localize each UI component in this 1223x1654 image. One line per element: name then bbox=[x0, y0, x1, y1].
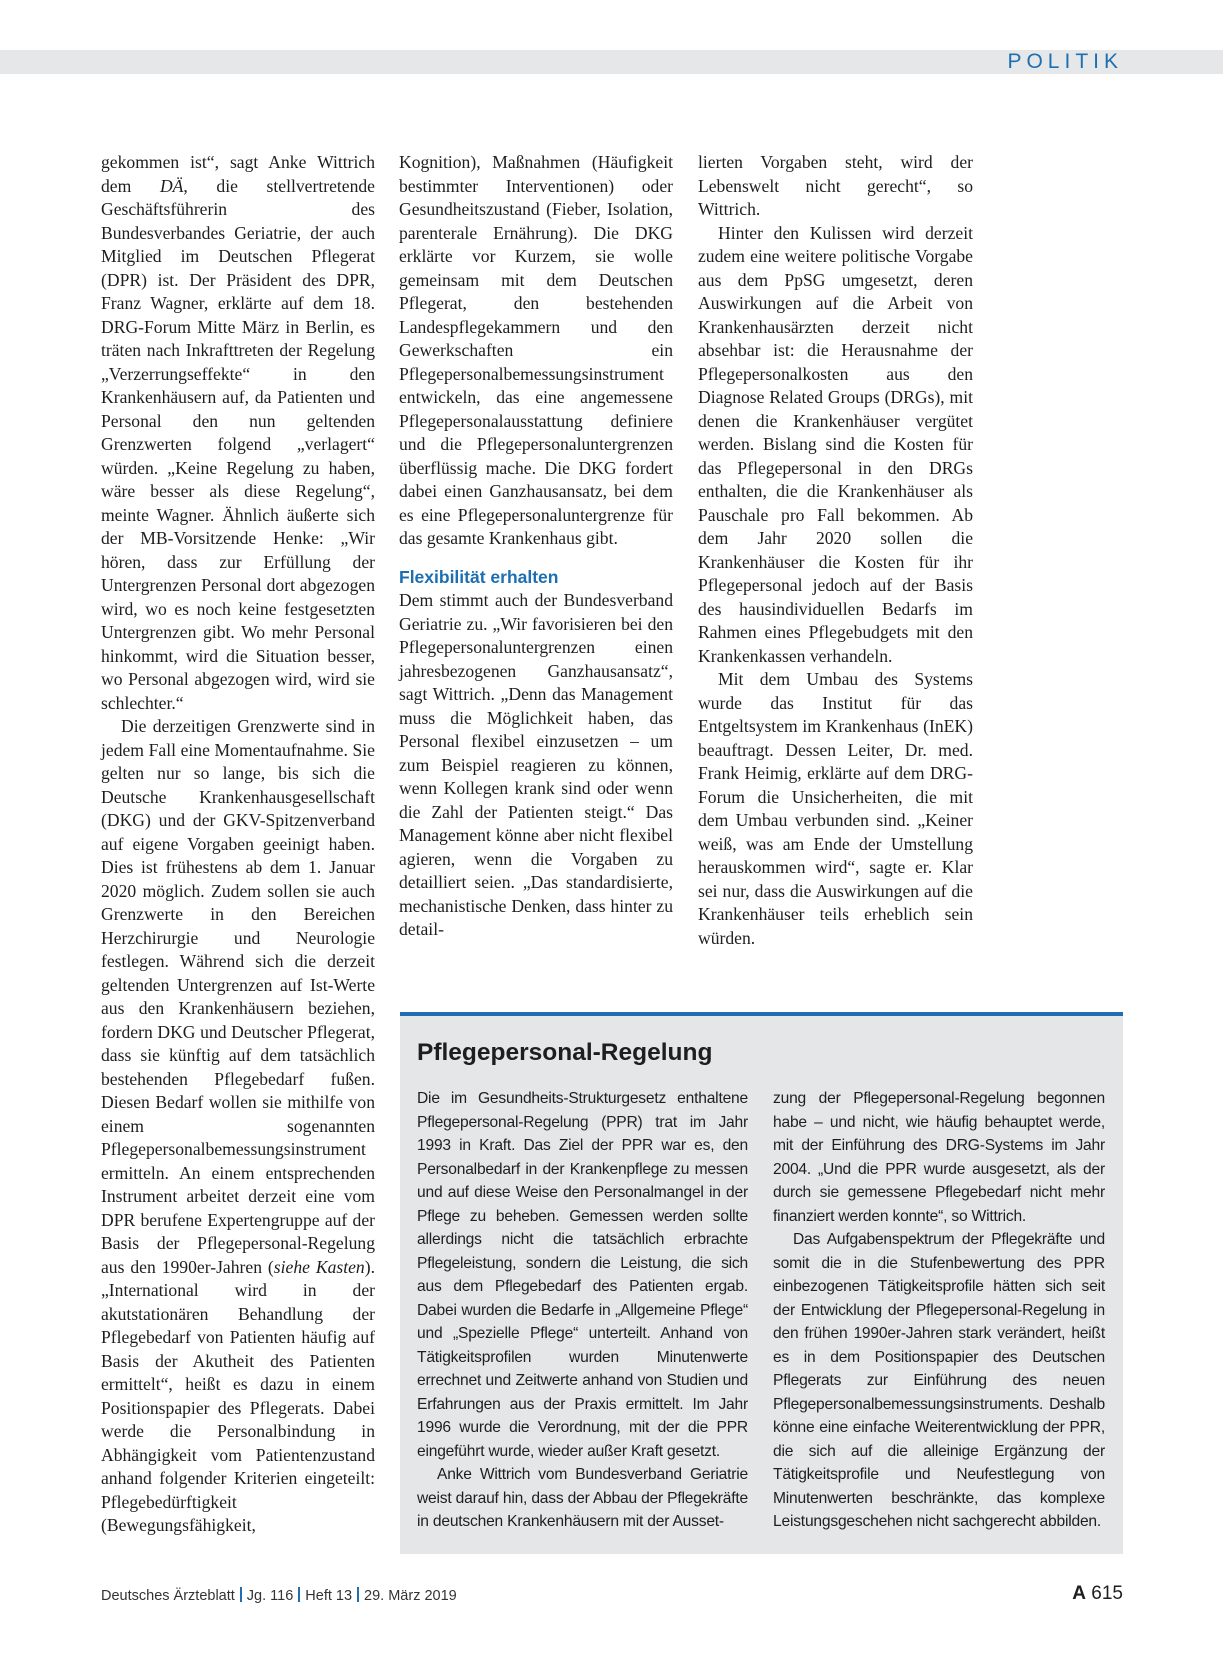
paragraph: Das Aufgabenspektrum der Pflegekräfte und somit die in die Stufenbewertung des PPR einbezogenen Tätigkeitsprofile hätten sich seit der Entwicklung der Pflegepersonal-Regelung in den frühen 1990er-Jahren stark verändert, heißt es in dem Positionspapier des Deutschen Pflegerats zur Einführung des neuen Pflegepersonalbemessungsinstruments. Deshalb könne eine einfache Weiterentwicklung der PPR, die sich auf die alleinige Ergänzung der Tätigkeitsprofile und Neufestlegung von Minutenwerten beschränkte, das komplexe Leistungsgeschehen nicht sachgerecht abbilden. bbox=[773, 1231, 1105, 1530]
journal-name: Deutsches Ärzteblatt bbox=[101, 1588, 235, 1604]
divider bbox=[298, 1587, 300, 1602]
paragraph: Die im Gesundheits-Strukturgesetz enthaltene Pflegepersonal-Regelung (PPR) trat im Jahr 1993 in Kraft. Das Ziel der PPR war es, den Personalbedarf in der Krankenpflege zu messen und auf diese Weise den Personalmangel in der Pflege zu beheben. Gemessen werden sollte allerdings nicht die tatsächlich erbrachte Pflegeleistung, sondern die Leistung, die sich aus dem Pflegebedarf des Patienten ergab. Dabei wurden die Bedarfe in „Allgemeine Pflege“ und „Spezielle Pflege“ unterteilt. Anhand von Tätigkeitsprofilen wurden Minutenwerte errechnet und Zeitwerte anhand von Studien und Erfahrungen aus der Praxis ermittelt. Im Jahr 1996 wurde die Verordnung, mit der die PPR eingeführt wurde, wieder außer Kraft gesetzt. bbox=[417, 1090, 748, 1460]
paragraph: lierten Vorgaben steht, wird der Lebenswelt nicht gerecht“, so Wittrich. bbox=[698, 152, 973, 219]
info-box-column-right bbox=[773, 1087, 1105, 1534]
article-column-2 bbox=[399, 151, 673, 942]
section-label: POLITIK bbox=[1007, 50, 1123, 73]
divider bbox=[357, 1587, 359, 1602]
paragraph: Kognition), Maßnahmen (Häufigkeit bestimmter Interventionen) oder Gesundheitszustand (Fieber, Isolation, parenterale Ernährung). Die DKG erklärte vor Kurzem, sie wolle gemeinsam mit dem Deutschen Pflegerat, den bestehenden Landespflegekammern und den Gewerkschaften ein Pflegepersonalbemessungsinstrument entwickeln, das eine angemessene Pflegepersonalausstattung definiere und die Pflegepersonaluntergrenzen überflüssig mache. Die DKG fordert dabei einen Ganzhausansatz, bei dem es eine Pflegepersonaluntergrenze für das gesamte Krankenhaus gibt. bbox=[399, 152, 673, 548]
volume: Jg. 116 bbox=[246, 1588, 294, 1604]
paragraph: Hinter den Kulissen wird derzeit zudem eine weitere politische Vorgabe aus dem PpSG umgesetzt, deren Auswirkungen auf die Arbeit von Krankenhausärzten derzeit nicht absehbar ist: die Herausnahme der Pflegepersonalkosten aus den Diagnose Related Groups (DRGs), mit denen die Krankenhäuser vergütet werden. Bislang sind die Kosten für das Pflegepersonal in den DRGs enthalten, die die Krankenhäuser als Pauschale pro Fall bekommen. Ab dem Jahr 2020 sollen die Krankenhäuser die Kosten für ihr Pflegepersonal jedoch auf der Basis des hausindividuellen Bedarfs im Rahmen eines Pflegebudgets mit den Krankenkassen verhandeln. bbox=[698, 222, 973, 666]
paragraph: gekommen ist“, sagt Anke Wittrich dem DÄ, die stellvertretende Geschäftsführerin des Bundesverbandes Geriatrie, der auch Mitglied im Deutschen Pflegerat (DPR) ist. Der Präsident des DPR, Franz Wagner, erklärte auf dem 18. DRG-Forum Mitte März in Berlin, es träten nach Inkrafttreten der Regelung „Verzerrungseffekte“ in den Krankenhäusern auf, da Patienten und Personal den nun geltenden Grenzwerten folgend „verlagert“ würden. „Keine Regelung zu haben, wäre besser als diese Regelung“, meinte Wagner. Ähnlich äußerte sich der MB-Vorsitzende Henke: „Wir hören, dass zur Erfüllung der Untergrenzen Personal dort abgezogen wird, wo es noch keine festgesetzten Untergrenzen gibt. Wo mehr Personal hinkommt, wird die Situation besser, wo Personal abgezogen wird, wird sie schlechter.“ bbox=[101, 152, 375, 713]
article-column-3 bbox=[698, 151, 973, 950]
page-footer bbox=[101, 1583, 1123, 1606]
italic-abbrev: DÄ bbox=[159, 175, 184, 196]
info-box bbox=[400, 1012, 1123, 1554]
paragraph: Mit dem Umbau des Systems wurde das Institut für das Entgeltsystem im Krankenhaus (InEK) beauftragt. Dessen Leiter, Dr. med. Frank Heimig, erklärte auf dem DRG-Forum die Unsicherheiten, die mit dem Umbau verbunden sind. „Keiner weiß, was am Ende der Umstellung herauskommen wird“, sagte er. Klar sei nur, dass die Auswirkungen auf die Krankenhäuser teils erheblich sein würden. bbox=[698, 669, 973, 948]
divider bbox=[240, 1587, 242, 1602]
info-box-title: Pflegepersonal-Regelung bbox=[417, 1039, 713, 1066]
page-number: A 615 bbox=[1072, 1583, 1123, 1604]
issue-date: 29. März 2019 bbox=[364, 1588, 457, 1604]
subheading: Flexibilität erhalten bbox=[399, 566, 559, 587]
paragraph: Die derzeitigen Grenzwerte sind in jedem Fall eine Momentaufnahme. Sie gelten nur so lange, bis sich die Deutsche Krankenhausgesellschaft (DKG) und der GKV-Spitzenverband auf eigene Vorgaben geeinigt haben. Dies ist frühestens ab dem 1. Januar 2020 möglich. Zudem sollen sie auch Grenzwerte in den Bereichen Herzchirurgie und Neurologie festlegen. Während sich die derzeit geltenden Untergrenzen auf Ist-Werte aus den Krankenhäusern beziehen, fordern DKG und Deutscher Pflegerat, dass sie künftig auf dem tatsächlich bestehenden Pflegebedarf fußen. Diesen Bedarf wollen sie mithilfe von einem sogenannten Pflegepersonalbemessungsinstrument ermitteln. An einem entsprechenden Instrument arbeitet derzeit eine vom DPR berufene Expertengruppe auf der Basis der Pflegepersonal-Regelung aus den 1990er-Jahren (siehe Kasten). „International wird in der akutstationären Behandlung der Pflegebedarf von Patienten häufig auf Basis der Akutheit des Patienten ermittelt“, heißt es dazu in einem Positionspapier des Pflegerats. Dabei werde die Personalbindung in Abhängigkeit vom Patientenzustand anhand folgender Kriterien eingeteilt: Pflegebedürftigkeit (Bewegungsfähigkeit, bbox=[101, 716, 375, 1535]
paragraph: zung der Pflegepersonal-Regelung begonnen habe – und nicht, wie häufig behauptet werde, mit der Einführung des DRG-Systems im Jahr 2004. „Und die PPR wurde ausgesetzt, als der durch sie gemessene Pflegebedarf nicht mehr finanziert werden konnte“, so Wittrich. bbox=[773, 1090, 1105, 1225]
issue: Heft 13 bbox=[305, 1588, 353, 1604]
paragraph: Dem stimmt auch der Bundesverband Geriatrie zu. „Wir favorisieren bei den Pflegepersonaluntergrenzen einen jahresbezogenen Ganzhausansatz“, sagt Wittrich. „Denn das Management muss die Möglichkeit haben, das Personal flexibel einzusetzen – um zum Beispiel reagieren zu können, wenn Kollegen krank sind oder wenn die Zahl der Patienten steigt.“ Das Management könne aber nicht flexibel agieren, wenn die Vorgaben zu detailliert seien. „Das standardisierte, mechanistische Denken, dass hinter zu detail- bbox=[399, 590, 673, 939]
italic-reference: siehe Kasten bbox=[273, 1256, 365, 1277]
paragraph: Anke Wittrich vom Bundesverband Geriatrie weist darauf hin, dass der Abbau der Pflegekräfte in deutschen Krankenhäusern mit der Ausset- bbox=[417, 1466, 748, 1530]
article-column-1 bbox=[101, 151, 375, 1538]
info-box-column-left bbox=[417, 1087, 748, 1534]
